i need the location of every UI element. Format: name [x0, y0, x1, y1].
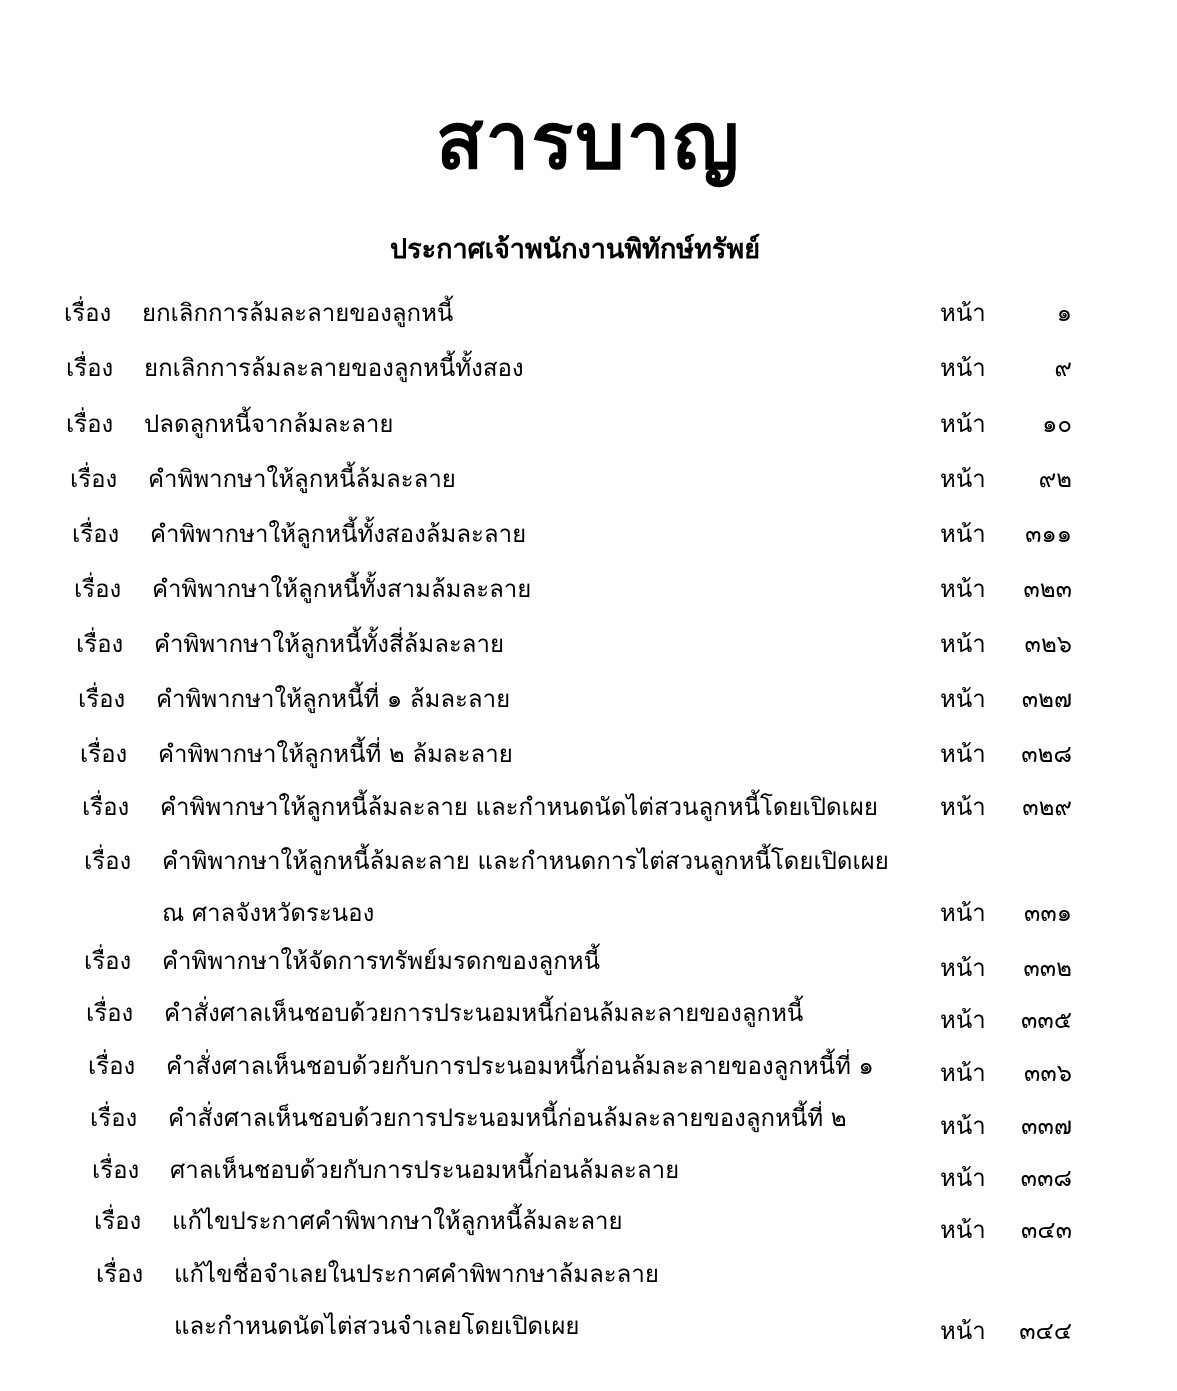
- toc-entry: [78, 681, 510, 717]
- entry-title: คำสั่งศาลเห็นชอบด้วยการประนอมหนี้ก่อนล้มละลายของลูกหนี้ที่ ๒: [168, 1104, 847, 1132]
- page-number: ๓๓๗: [1021, 1112, 1072, 1140]
- page-number: ๓๓๘: [1020, 1164, 1072, 1192]
- entry-title: คำพิพากษาให้ลูกหนี้ล้มละลาย และกำหนดการไต่สวนลูกหนี้โดยเปิดเผย: [162, 847, 889, 875]
- page-label: หน้า: [940, 299, 986, 327]
- page-label: หน้า: [940, 685, 986, 713]
- section-heading: ประกาศเจ้าพนักงานพิทักษ์ทรัพย์: [389, 234, 761, 265]
- page-label: หน้า: [940, 1317, 986, 1345]
- toc-entry: [88, 1048, 874, 1084]
- entry-page-ref: [940, 350, 1080, 386]
- entry-keyword: เรื่อง: [72, 520, 120, 548]
- entry-keyword: เรื่อง: [78, 685, 126, 713]
- page-label: หน้า: [940, 954, 986, 982]
- toc-entry: [84, 943, 600, 979]
- entry-title: คำพิพากษาให้ลูกหนี้ที่ ๑ ล้มละลาย: [156, 685, 511, 713]
- page-label: หน้า: [940, 1059, 986, 1087]
- page-number: ๓๒๙: [1022, 793, 1072, 821]
- entry-page-ref: [940, 626, 1080, 662]
- page-label: หน้า: [940, 1006, 986, 1034]
- entry-title: คำสั่งศาลเห็นชอบด้วยกับการประนอมหนี้ก่อนล้มละลายของลูกหนี้ที่ ๑: [166, 1052, 874, 1080]
- entry-keyword: เรื่อง: [64, 299, 112, 327]
- toc-entry: [66, 350, 524, 386]
- page-label: หน้า: [940, 1164, 986, 1192]
- page-number: ๓๓๕: [1021, 1006, 1072, 1034]
- entry-keyword: เรื่อง: [70, 465, 118, 493]
- entry-keyword: เรื่อง: [94, 1207, 142, 1235]
- entry-keyword: เรื่อง: [96, 1260, 144, 1288]
- entry-keyword: เรื่อง: [66, 354, 114, 382]
- entry-page-ref: [940, 1108, 1080, 1144]
- entry-title: คำพิพากษาให้ลูกหนี้ล้มละลาย: [148, 465, 456, 493]
- toc-entry: [74, 571, 531, 607]
- page-number: ๓๓๒: [1023, 954, 1072, 982]
- toc-entry: [82, 789, 878, 825]
- entry-title: ยกเลิกการล้มละลายของลูกหนี้: [142, 299, 454, 327]
- toc-entry: [72, 516, 526, 552]
- page-number: ๓๔๓: [1021, 1216, 1072, 1244]
- entry-keyword: เรื่อง: [74, 575, 122, 603]
- page-title: สารบาญ: [435, 97, 742, 187]
- page-number: ๓๒๘: [1021, 740, 1072, 768]
- page-label: หน้า: [940, 410, 986, 438]
- entry-title: คำพิพากษาให้ลูกหนี้ที่ ๒ ล้มละลาย: [158, 740, 513, 768]
- page-number: ๑๐: [1042, 410, 1072, 438]
- page-label: หน้า: [940, 354, 986, 382]
- toc-entry: [76, 626, 504, 662]
- entry-title: คำพิพากษาให้ลูกหนี้ทั้งสี่ล้มละลาย: [154, 630, 505, 658]
- entry-title: แก้ไขประกาศคำพิพากษาให้ลูกหนี้ล้มละลาย: [172, 1207, 623, 1235]
- toc-entry: [66, 406, 393, 442]
- entry-page-ref: [940, 1055, 1080, 1091]
- page-number: ๙: [1054, 354, 1072, 382]
- entry-page-ref: [940, 516, 1080, 552]
- page-number: ๓๓๑: [1023, 899, 1072, 927]
- entry-page-ref: [940, 295, 1080, 331]
- entry-keyword: เรื่อง: [80, 740, 128, 768]
- entry-title: แก้ไขชื่อจำเลยในประกาศคำพิพากษาล้มละลาย: [174, 1260, 659, 1288]
- entry-title: คำพิพากษาให้ลูกหนี้ทั้งสองล้มละลาย: [150, 520, 527, 548]
- page-label: หน้า: [940, 520, 986, 548]
- entry-keyword: เรื่อง: [90, 1104, 138, 1132]
- entry-page-ref: [940, 736, 1080, 772]
- toc-entry: [80, 736, 513, 772]
- entry-page-ref: [940, 950, 1080, 986]
- entry-title: คำพิพากษาให้ลูกหนี้ทั้งสามล้มละลาย: [152, 575, 532, 603]
- entry-keyword: เรื่อง: [84, 847, 132, 875]
- entry-title: ปลดลูกหนี้จากล้มละลาย: [144, 410, 394, 438]
- page-label: หน้า: [940, 1112, 986, 1140]
- page-label: หน้า: [940, 740, 986, 768]
- toc-entry: [70, 461, 456, 497]
- entry-title-continuation: ณ ศาลจังหวัดระนอง: [162, 899, 375, 927]
- entry-keyword: เรื่อง: [88, 1052, 136, 1080]
- entry-page-ref: [940, 895, 1080, 931]
- entry-keyword: เรื่อง: [66, 410, 114, 438]
- entry-title: คำสั่งศาลเห็นชอบด้วยการประนอมหนี้ก่อนล้มละลายของลูกหนี้: [164, 999, 804, 1027]
- page-label: หน้า: [940, 630, 986, 658]
- page-number: ๓๒๖: [1024, 630, 1072, 658]
- toc-entry: [94, 1203, 623, 1239]
- entry-page-ref: [940, 1313, 1080, 1349]
- entry-page-ref: [940, 461, 1080, 497]
- toc-entry: [96, 1256, 659, 1344]
- page-number: ๓๒๓: [1023, 575, 1072, 603]
- page-number: ๑: [1056, 299, 1072, 327]
- entry-keyword: เรื่อง: [92, 1156, 140, 1184]
- page-label: หน้า: [940, 575, 986, 603]
- entry-page-ref: [940, 1002, 1080, 1038]
- page-number: ๓๓๖: [1023, 1059, 1072, 1087]
- entry-title-continuation: และกำหนดนัดไต่สวนจำเลยโดยเปิดเผย: [174, 1312, 580, 1340]
- entry-keyword: เรื่อง: [86, 999, 134, 1027]
- entry-title: คำพิพากษาให้จัดการทรัพย์มรดกของลูกหนี้: [162, 947, 600, 975]
- page-label: หน้า: [940, 793, 986, 821]
- toc-entry: [90, 1100, 847, 1136]
- entry-title: คำพิพากษาให้ลูกหนี้ล้มละลาย และกำหนดนัดไต่สวนลูกหนี้โดยเปิดเผย: [160, 793, 878, 821]
- page-number: ๙๒: [1038, 465, 1072, 493]
- entry-page-ref: [940, 681, 1080, 717]
- page-number: ๓๔๔: [1019, 1317, 1072, 1345]
- entry-page-ref: [940, 571, 1080, 607]
- entry-page-ref: [940, 1160, 1080, 1196]
- toc-entry: [86, 995, 803, 1031]
- page-number: ๓๒๗: [1021, 685, 1072, 713]
- page-label: หน้า: [940, 465, 986, 493]
- entry-title: ศาลเห็นชอบด้วยกับการประนอมหนี้ก่อนล้มละลาย: [170, 1156, 680, 1184]
- toc-entry: [84, 843, 889, 931]
- entry-page-ref: [940, 406, 1080, 442]
- entry-keyword: เรื่อง: [84, 947, 132, 975]
- entry-title: ยกเลิกการล้มละลายของลูกหนี้ทั้งสอง: [144, 354, 524, 382]
- entry-page-ref: [940, 789, 1080, 825]
- toc-entry: [64, 295, 453, 331]
- page-label: หน้า: [940, 1216, 986, 1244]
- entry-keyword: เรื่อง: [76, 630, 124, 658]
- page-label: หน้า: [940, 899, 986, 927]
- page-number: ๓๑๑: [1025, 520, 1072, 548]
- entry-page-ref: [940, 1212, 1080, 1248]
- entry-keyword: เรื่อง: [82, 793, 130, 821]
- toc-entry: [92, 1152, 679, 1188]
